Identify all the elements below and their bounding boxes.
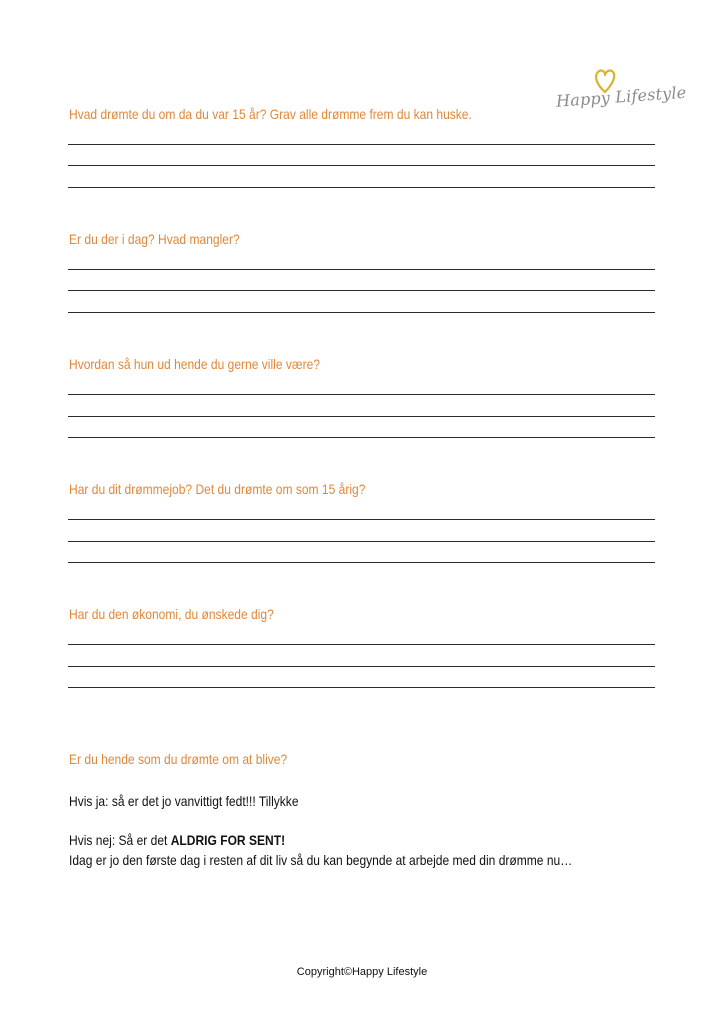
no-answer-prefix: Hvis nej: Så er det — [69, 832, 171, 848]
answer-line — [68, 144, 655, 145]
answer-line — [68, 437, 655, 438]
answer-line — [68, 519, 655, 520]
answer-line — [68, 394, 655, 395]
answer-line — [68, 290, 655, 291]
logo-text: Happy Lifestyle — [555, 82, 687, 111]
answer-line — [68, 666, 655, 667]
copyright-footer: Copyright©Happy Lifestyle — [296, 966, 428, 978]
answer-line — [68, 312, 655, 313]
question-6: Er du hende som du drømte om at blive? — [69, 751, 288, 767]
question-3: Hvordan så hun ud hende du gerne ville være? — [69, 356, 321, 372]
question-1: Hvad drømte du om da du var 15 år? Grav alle drømme frem du kan huske. — [69, 106, 472, 122]
question-4: Har du dit drømmejob? Det du drømte om som 15 årig? — [69, 481, 366, 497]
question-2: Er du der i dag? Hvad mangler? — [69, 231, 240, 247]
answer-line — [68, 187, 655, 188]
answer-line — [68, 644, 655, 645]
question-5: Har du den økonomi, du ønskede dig? — [69, 606, 274, 622]
answer-line — [68, 269, 655, 270]
answer-line — [68, 416, 655, 417]
yes-answer: Hvis ja: så er det jo vanvittigt fedt!!! Tillykke — [69, 793, 299, 809]
answer-line — [68, 687, 655, 688]
closing-text: Idag er jo den første dag i resten af dit liv så du kan begynde at arbejde med din drømme nu… — [69, 852, 573, 868]
answer-line — [68, 562, 655, 563]
answer-line — [68, 541, 655, 542]
no-answer — [69, 832, 602, 848]
no-answer-emphasis: ALDRIG FOR SENT! — [170, 832, 286, 848]
answer-line — [68, 165, 655, 166]
